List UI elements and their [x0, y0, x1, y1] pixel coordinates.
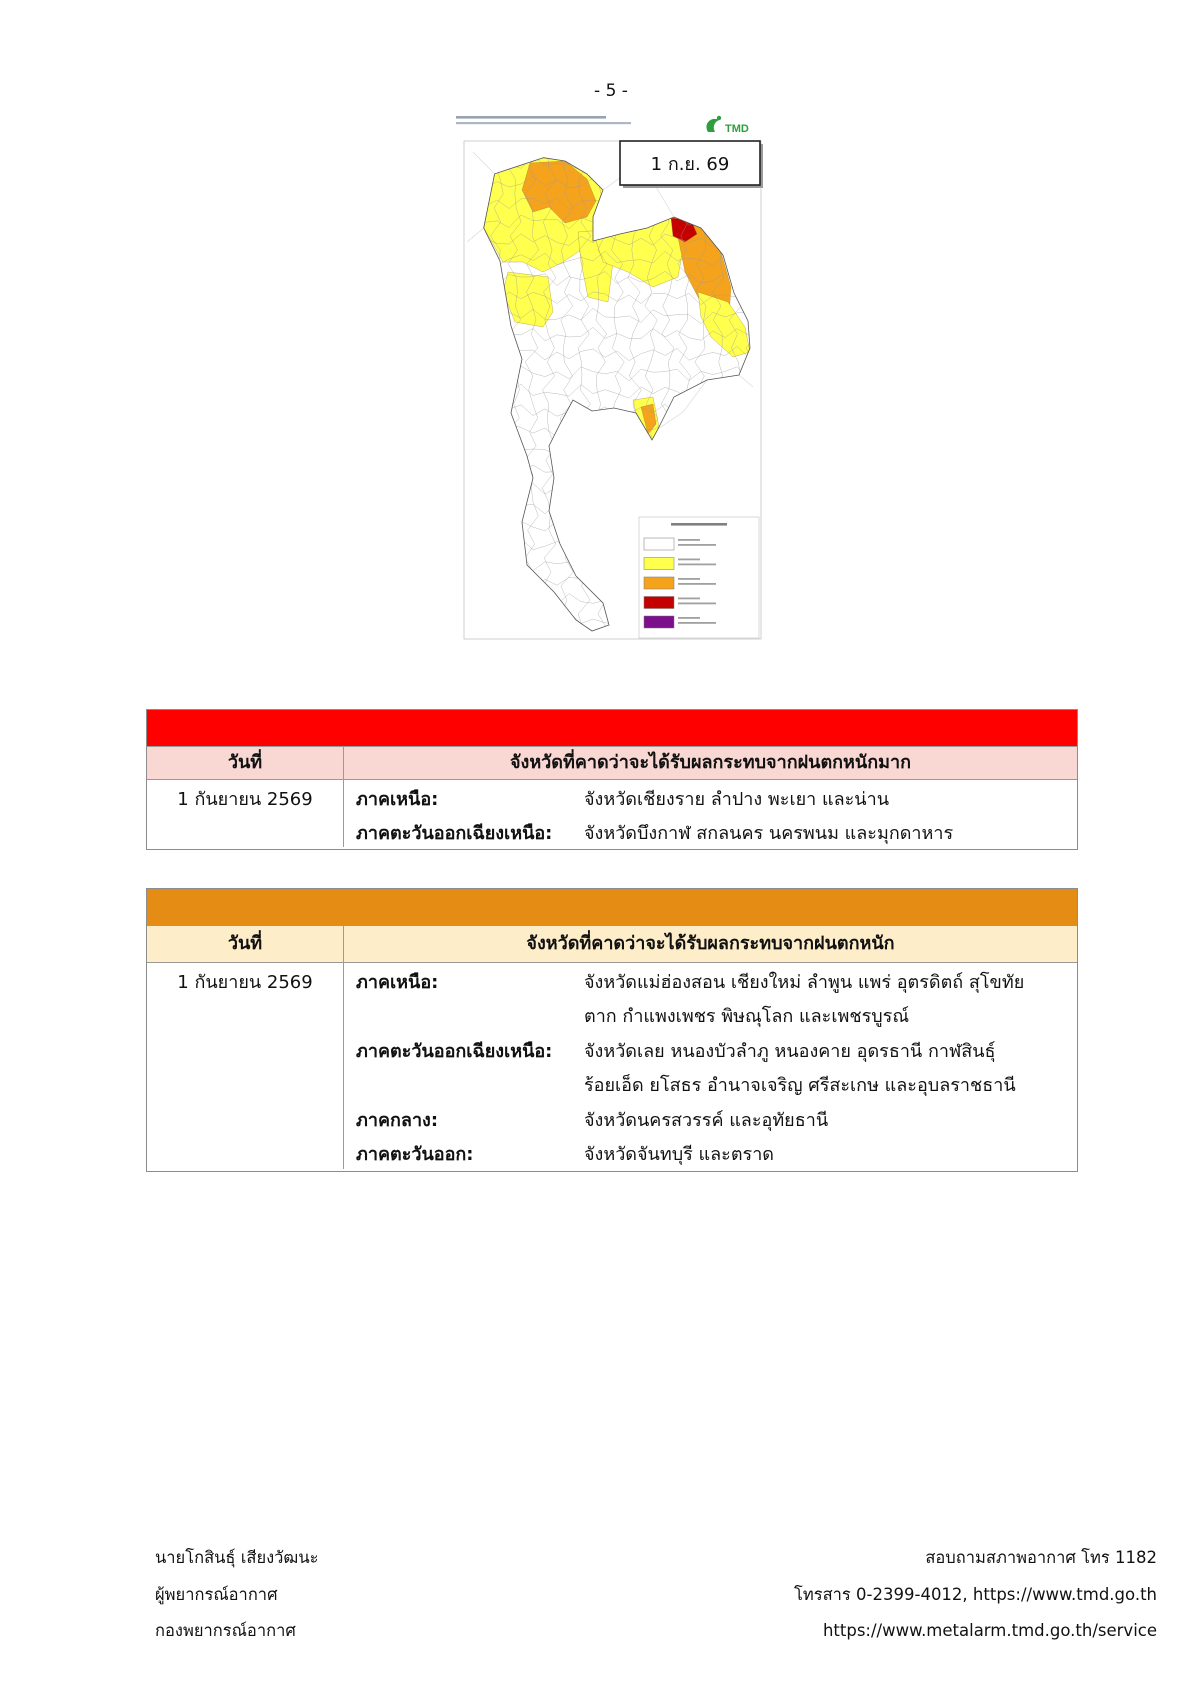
forecaster-title: ผู้พยากรณ์อากาศ — [155, 1584, 278, 1604]
legend-label-line — [678, 603, 716, 605]
legend-label-line — [678, 598, 700, 600]
legend-label-line — [678, 559, 700, 561]
table-row — [147, 963, 1077, 1169]
column-header-provinces: จังหวัดที่คาดว่าจะได้รับผลกระทบจากฝนตกหนัก — [526, 933, 895, 954]
region-line — [356, 1035, 1077, 1069]
forecaster-name: นายโกสินธุ์ เสียงวัฒนะ — [155, 1548, 319, 1567]
rainfall-forecast-map — [453, 112, 770, 642]
heavy-rain-header-row — [147, 925, 1077, 963]
very-heavy-rain-table — [146, 709, 1078, 850]
column-header-date: วันที่ — [147, 926, 344, 962]
affected-regions — [344, 780, 1077, 847]
legend-label-line — [678, 564, 716, 566]
legend-swatch — [644, 558, 674, 570]
heavy-rain-table — [146, 888, 1078, 1172]
legend-swatch — [644, 577, 674, 589]
rainfall-legend — [639, 517, 759, 638]
very-heavy-rain-bar — [147, 710, 1077, 746]
region-line-continued — [356, 1069, 1077, 1103]
region-name: ภาคเหนือ: — [356, 972, 439, 993]
forecast-date: 1 กันยายน 2569 — [147, 780, 344, 847]
region-line — [356, 1138, 1077, 1169]
tmd-logo-icon — [706, 119, 719, 132]
footer-contact — [794, 1540, 1157, 1650]
legend-label-line — [678, 544, 716, 546]
region-line-continued — [356, 1000, 1077, 1034]
province-list: จังหวัดบึงกาฬ สกลนคร นครพนม และมุกดาหาร — [584, 823, 954, 844]
hotline-text: สอบถามสภาพอากาศ โทร 1182 — [925, 1548, 1157, 1567]
region-name: ภาคกลาง: — [356, 1109, 439, 1131]
legend-swatch — [644, 616, 674, 628]
province-list: ตาก กำแพงเพชร พิษณุโลก และเพชรบูรณ์ — [584, 1006, 910, 1028]
region-name: ภาคตะวันออกเฉียงเหนือ: — [356, 1040, 553, 1062]
region-name: ภาคเหนือ: — [356, 789, 439, 810]
province-list: จังหวัดจันทบุรี และตราด — [584, 1143, 774, 1165]
service-link[interactable]: https://www.metalarm.tmd.go.th/service — [822, 1621, 1157, 1640]
legend-swatch — [644, 597, 674, 609]
legend-label-line — [678, 578, 700, 580]
region-line — [356, 783, 1077, 817]
legend-label-line — [678, 583, 716, 585]
region-name-empty — [356, 1069, 584, 1103]
tmd-logo — [706, 116, 748, 135]
province-list: ร้อยเอ็ด ยโสธร อำนาจเจริญ ศรีสะเกษ และอุบลราชธานี — [584, 1075, 1016, 1097]
heavy-rain-bar — [147, 889, 1077, 925]
column-header-provinces: จังหวัดที่คาดว่าจะได้รับผลกระทบจากฝนตกหนักมาก — [509, 752, 911, 773]
legend-swatch — [644, 538, 674, 550]
legend-label-line — [678, 539, 700, 541]
province-list: จังหวัดเลย หนองบัวลำภู หนองคาย อุดรธานี กาฬสินธุ์ — [584, 1040, 996, 1062]
province-list: จังหวัดแม่ฮ่องสอน เชียงใหม่ ลำพูน แพร่ อุตรดิตถ์ สุโขทัย — [584, 972, 1025, 993]
map-title-lines — [456, 116, 631, 124]
province-list: จังหวัดเชียงราย ลำปาง พะเยา และน่าน — [584, 789, 890, 810]
map-date-box — [620, 141, 763, 188]
division-name: กองพยากรณ์อากาศ — [155, 1621, 296, 1640]
region-line — [356, 966, 1077, 1000]
region-line — [356, 817, 1077, 847]
forecast-date: 1 กันยายน 2569 — [147, 963, 344, 1169]
region-name-empty — [356, 1000, 584, 1034]
page-number: - 5 - — [594, 81, 628, 101]
table-row — [147, 780, 1077, 847]
map-date-label: 1 ก.ย. 69 — [650, 154, 730, 175]
affected-regions — [344, 963, 1077, 1169]
footer-signature — [155, 1540, 318, 1650]
legend-title-line — [671, 523, 727, 526]
rainfall-map-svg — [453, 112, 770, 642]
fax-website-link[interactable]: โทรสาร 0-2399-4012, https://www.tmd.go.th — [794, 1584, 1157, 1604]
column-header-date: วันที่ — [147, 747, 344, 779]
region-line — [356, 1104, 1077, 1138]
legend-label-line — [678, 622, 716, 624]
legend-label-line — [678, 617, 700, 619]
very-heavy-rain-header-row — [147, 746, 1077, 780]
region-name: ภาคตะวันออกเฉียงเหนือ: — [356, 823, 553, 844]
tmd-logo-dot — [717, 116, 721, 120]
region-name: ภาคตะวันออก: — [356, 1143, 474, 1165]
province-list: จังหวัดนครสวรรค์ และอุทัยธานี — [584, 1109, 829, 1131]
tmd-logo-text: TMD — [725, 123, 749, 135]
